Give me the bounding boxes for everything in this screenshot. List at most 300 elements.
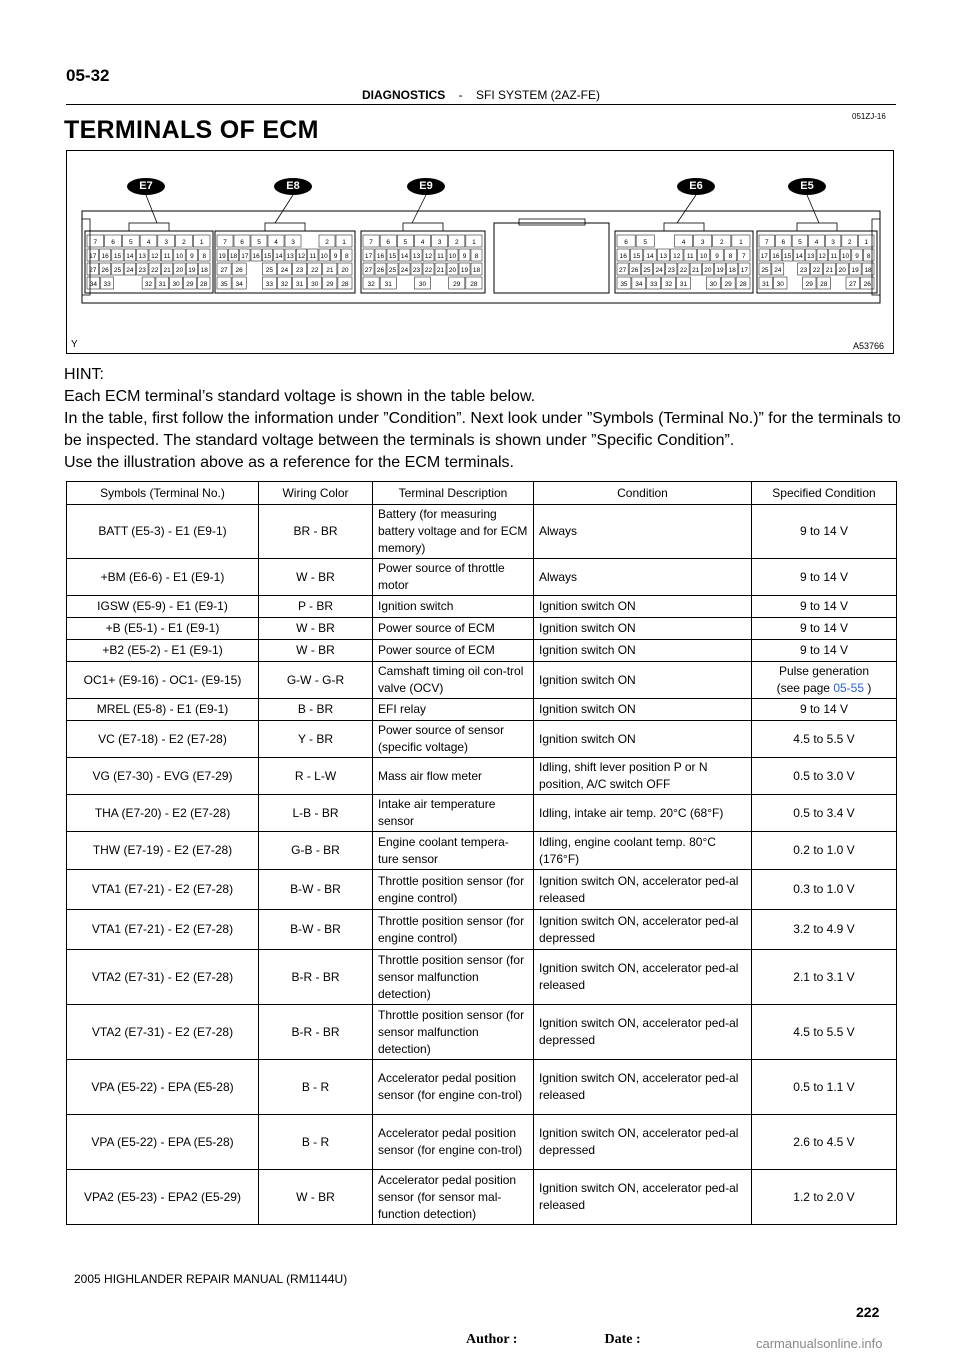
cell-text: EFI relay [378, 702, 427, 716]
svg-text:31: 31 [295, 281, 304, 288]
table-cell [373, 505, 534, 559]
svg-text:34: 34 [635, 281, 643, 288]
svg-text:10: 10 [841, 253, 850, 260]
table-cell [373, 1005, 534, 1060]
cell-text: Throttle position sensor (for sensor malfunction detection) [378, 952, 525, 1001]
svg-text:9: 9 [855, 253, 859, 260]
svg-text:10: 10 [175, 253, 184, 260]
svg-text:24: 24 [280, 267, 289, 274]
cell-text: BATT (E5-3) - E1 (E9-1) [98, 524, 227, 538]
svg-text:25: 25 [643, 267, 651, 274]
svg-text:6: 6 [240, 239, 244, 246]
svg-text:18: 18 [472, 267, 481, 274]
cell-text: VPA (E5-22) - EPA (E5-28) [91, 1134, 234, 1149]
table-cell [67, 910, 259, 950]
svg-text:29: 29 [453, 281, 461, 288]
svg-text:1: 1 [199, 239, 204, 246]
figure-id: A53766 [853, 341, 885, 351]
table-cell [534, 1115, 752, 1170]
cell-text: Power source of sensor (specific voltage) [378, 723, 505, 754]
svg-text:11: 11 [309, 253, 317, 260]
table-cell [752, 758, 897, 795]
svg-text:34: 34 [89, 281, 98, 288]
svg-text:14: 14 [126, 253, 134, 260]
table-row [67, 950, 897, 1005]
connector-label-e8: E8 [274, 178, 312, 195]
svg-text:5: 5 [128, 239, 133, 246]
svg-text:29: 29 [724, 281, 732, 288]
cell-text: VTA2 (E7-31) - E2 (E7-28) [91, 969, 234, 984]
cell-text: +B (E5-1) - E1 (E9-1) [105, 621, 220, 635]
svg-text:19: 19 [188, 267, 196, 274]
svg-text:6: 6 [781, 239, 786, 246]
table-header-row [67, 482, 897, 505]
cell-text: +B2 (E5-2) - E1 (E9-1) [102, 643, 223, 657]
svg-text:1: 1 [342, 239, 346, 246]
table-cell [752, 1005, 897, 1060]
svg-text:27: 27 [849, 281, 857, 288]
table-cell [67, 640, 259, 662]
svg-text:35: 35 [220, 281, 228, 288]
svg-text:23: 23 [667, 267, 675, 274]
svg-text:17: 17 [760, 253, 768, 260]
cell-text: THW (E7-19) - E2 (E7-28) [92, 843, 233, 857]
table-row [67, 559, 897, 596]
svg-text:6: 6 [386, 239, 391, 246]
table-cell [373, 559, 534, 596]
table-cell [373, 721, 534, 758]
svg-text:8: 8 [728, 253, 733, 260]
svg-text:16: 16 [772, 253, 780, 260]
hint-label: HINT: [64, 366, 104, 383]
table-cell [752, 1115, 897, 1170]
table-cell [752, 1170, 897, 1225]
svg-text:16: 16 [376, 253, 385, 260]
cell-text: BR - BR [293, 524, 338, 538]
table-cell [259, 559, 373, 596]
cell-text: VTA1 (E7-21) - E2 (E7-28) [91, 882, 234, 896]
svg-text:17: 17 [364, 253, 373, 260]
cell-text: Accelerator pedal position sensor (for sensor mal-function detection) [378, 1172, 517, 1221]
cell-text: Always [539, 569, 578, 584]
svg-text:2: 2 [847, 239, 852, 246]
svg-text:2: 2 [454, 239, 459, 246]
column-header: Condition [534, 482, 752, 505]
table-cell [752, 618, 897, 640]
svg-text:7: 7 [369, 239, 373, 246]
svg-text:31: 31 [762, 281, 770, 288]
svg-text:22: 22 [151, 267, 159, 274]
table-cell [752, 832, 897, 870]
table-cell [259, 699, 373, 721]
cell-text: W - BR [296, 1189, 335, 1204]
table-row [67, 832, 897, 870]
section-name: DIAGNOSTICS [361, 88, 446, 102]
cell-text: 0.2 to 1.0 V [793, 843, 855, 857]
page-ref-link[interactable]: 05-55 [833, 681, 865, 695]
svg-text:20: 20 [448, 267, 457, 274]
svg-text:22: 22 [424, 267, 433, 274]
table-cell [67, 832, 259, 870]
cell-text: P - BR [297, 599, 334, 613]
svg-text:2: 2 [719, 239, 724, 246]
svg-text:6: 6 [111, 239, 115, 246]
table-cell [752, 721, 897, 758]
table-cell [67, 1060, 259, 1115]
table-cell [534, 758, 752, 795]
svg-text:1: 1 [864, 239, 869, 246]
cell-text: Camshaft timing oil con-trol valve (OCV) [378, 664, 524, 695]
svg-text:16: 16 [101, 253, 109, 260]
cell-text: 0.5 to 1.1 V [793, 1079, 855, 1094]
table-cell [534, 505, 752, 559]
connector-label-e6: E6 [677, 178, 715, 195]
hint-line-1: Each ECM terminal’s standard voltage is shown in the table below. [64, 388, 536, 405]
connector-drawing [67, 151, 893, 353]
svg-text:17: 17 [89, 253, 97, 260]
svg-text:13: 13 [286, 253, 294, 260]
cell-text: Ignition switch ON, accelerator ped-al released [539, 873, 739, 905]
table-cell [373, 870, 534, 910]
svg-text:27: 27 [618, 267, 627, 274]
svg-text:23: 23 [295, 267, 304, 274]
table-cell [67, 721, 259, 758]
svg-text:3: 3 [164, 239, 169, 246]
cell-text: W - BR [296, 569, 335, 584]
svg-text:31: 31 [158, 281, 166, 288]
page-ref-suffix: ) [864, 681, 872, 695]
connector-label-e7: E7 [127, 178, 165, 195]
author-label: Author : [466, 1332, 518, 1347]
table-cell [752, 950, 897, 1005]
svg-text:17: 17 [241, 253, 249, 260]
cell-text: Ignition switch ON [539, 672, 636, 687]
cell-text: G-B - BR [291, 843, 340, 857]
table-cell [534, 662, 752, 699]
svg-text:4: 4 [420, 239, 425, 246]
cell-text: B - BR [297, 702, 334, 716]
svg-text:33: 33 [265, 281, 274, 288]
table-cell [67, 505, 259, 559]
svg-text:4: 4 [814, 239, 819, 246]
svg-text:3: 3 [831, 239, 835, 246]
table-cell [534, 1170, 752, 1225]
cell-text: Ignition switch ON [539, 599, 636, 613]
cell-text: W - BR [296, 643, 335, 657]
column-header: Terminal Description [373, 482, 534, 505]
table-row [67, 1060, 897, 1115]
table-cell [259, 1115, 373, 1170]
ecm-connector-figure [66, 150, 894, 354]
svg-text:13: 13 [659, 253, 668, 260]
cell-text: W - BR [296, 621, 335, 635]
svg-text:12: 12 [818, 253, 826, 260]
hint-line-2: In the table, first follow the information under ”Condition”. Next look under ”Symbols (Terminal No.)” for the terminals to be inspected. The standard voltage between the terminals is shown under ”Specific Condition”. [64, 410, 901, 449]
table-row [67, 618, 897, 640]
table-cell [534, 950, 752, 1005]
cell-text: +BM (E6-6) - E1 (E9-1) [100, 569, 225, 584]
svg-text:19: 19 [460, 267, 469, 274]
svg-text:15: 15 [113, 253, 122, 260]
cell-text: Ignition switch ON, accelerator ped-al released [539, 1071, 739, 1102]
table-cell [373, 1170, 534, 1225]
svg-text:15: 15 [263, 253, 272, 260]
svg-text:8: 8 [345, 253, 349, 260]
table-row [67, 1115, 897, 1170]
section-separator: - [458, 88, 463, 102]
cell-text: Throttle position sensor (for sensor malfunction detection) [378, 1007, 525, 1056]
table-cell [373, 699, 534, 721]
svg-text:9: 9 [333, 253, 338, 260]
svg-text:26: 26 [863, 281, 871, 288]
svg-text:10: 10 [699, 253, 708, 260]
table-cell [259, 795, 373, 832]
header-rule [66, 104, 896, 105]
cell-text: Ignition switch ON, accelerator ped-al depressed [539, 1126, 739, 1157]
svg-text:22: 22 [679, 267, 688, 274]
cell-text: Ignition switch [378, 599, 454, 613]
svg-text:35: 35 [620, 281, 628, 288]
svg-text:10: 10 [320, 253, 328, 260]
footer-manual-title: 2005 HIGHLANDER REPAIR MANUAL (RM1144U) [74, 1272, 348, 1286]
cell-text: Throttle position sensor (for engine control) [378, 913, 525, 945]
cell-text: 2.1 to 3.1 V [793, 969, 855, 984]
cell-text: THA (E7-20) - E2 (E7-28) [94, 805, 231, 820]
svg-text:10: 10 [448, 253, 457, 260]
svg-text:12: 12 [673, 253, 681, 260]
cell-text: Throttle position sensor (for engine control) [378, 873, 525, 905]
table-cell [259, 662, 373, 699]
cell-text: VTA1 (E7-21) - E2 (E7-28) [91, 922, 234, 936]
cell-text: B-W - BR [290, 882, 341, 896]
svg-text:24: 24 [400, 267, 409, 274]
cell-text: Ignition switch ON [539, 621, 636, 635]
svg-text:5: 5 [643, 239, 648, 246]
svg-text:26: 26 [376, 267, 385, 274]
table-cell [373, 832, 534, 870]
svg-text:22: 22 [311, 267, 319, 274]
svg-text:18: 18 [864, 267, 872, 274]
table-cell [752, 795, 897, 832]
svg-text:33: 33 [650, 281, 658, 288]
section-header [66, 88, 896, 102]
cell-text: VPA2 (E5-23) - EPA2 (E5-29) [84, 1189, 241, 1204]
svg-text:31: 31 [679, 281, 688, 288]
svg-text:2: 2 [325, 239, 329, 246]
svg-text:28: 28 [739, 281, 747, 288]
table-row [67, 1170, 897, 1225]
svg-text:23: 23 [799, 267, 808, 274]
table-row [67, 870, 897, 910]
svg-text:8: 8 [474, 253, 479, 260]
cell-text: 0.3 to 1.0 V [793, 882, 855, 896]
svg-text:4: 4 [146, 239, 151, 246]
cell-text: L-B - BR [292, 805, 339, 820]
table-cell [373, 1060, 534, 1115]
svg-text:28: 28 [470, 281, 478, 288]
table-cell [259, 950, 373, 1005]
table-cell [259, 505, 373, 559]
svg-text:27: 27 [364, 267, 373, 274]
column-header: Symbols (Terminal No.) [67, 482, 259, 505]
table-cell [752, 596, 897, 618]
cell-text: 9 to 14 V [799, 643, 849, 657]
svg-text:28: 28 [820, 281, 828, 288]
table-cell [67, 950, 259, 1005]
table-row [67, 721, 897, 758]
svg-text:7: 7 [764, 239, 769, 246]
table-cell [373, 640, 534, 662]
table-cell [259, 596, 373, 618]
watermark: carmanualsonline.info [756, 1336, 883, 1351]
table-cell [67, 758, 259, 795]
table-cell [752, 699, 897, 721]
table-cell [534, 1005, 752, 1060]
svg-text:25: 25 [265, 267, 274, 274]
table-cell [373, 758, 534, 795]
table-cell [534, 640, 752, 662]
cell-text: R - L-W [294, 768, 337, 783]
footer-signature [466, 1332, 641, 1348]
cell-text: B-W - BR [290, 922, 341, 936]
table-cell [534, 795, 752, 832]
cell-text: Accelerator pedal position sensor (for engine con-trol) [378, 1126, 523, 1157]
cell-text: 0.5 to 3.0 V [793, 768, 855, 783]
cell-text: 9 to 14 V [799, 524, 849, 538]
cell-text: Idling, shift lever position P or N position, A/C switch OFF [539, 760, 708, 791]
svg-text:28: 28 [341, 281, 349, 288]
cell-text: Pulse generation [778, 664, 870, 678]
svg-text:30: 30 [776, 281, 784, 288]
table-cell [373, 596, 534, 618]
cell-text: Power source of throttle motor [378, 561, 505, 592]
table-cell [259, 1170, 373, 1225]
svg-text:31: 31 [384, 281, 392, 288]
svg-text:12: 12 [424, 253, 433, 260]
table-cell [259, 721, 373, 758]
svg-text:25: 25 [388, 267, 397, 274]
svg-text:19: 19 [716, 267, 724, 274]
table-cell [67, 1005, 259, 1060]
svg-text:15: 15 [783, 253, 792, 260]
cell-text: Mass air flow meter [378, 768, 483, 783]
table-cell [67, 870, 259, 910]
svg-text:7: 7 [93, 239, 98, 246]
cell-text: Ignition switch ON [539, 731, 636, 746]
table-cell [67, 596, 259, 618]
svg-text:11: 11 [686, 253, 694, 260]
cell-text: Battery (for measuring battery voltage and for ECM memory) [378, 507, 528, 555]
cell-text: 3.2 to 4.9 V [793, 922, 855, 936]
svg-text:32: 32 [664, 281, 673, 288]
svg-text:13: 13 [807, 253, 815, 260]
cell-text: Engine coolant tempera-ture sensor [378, 834, 509, 866]
svg-text:25: 25 [761, 267, 769, 274]
table-cell [67, 1170, 259, 1225]
hint-line-3: Use the illustration above as a reference for the ECM terminals. [64, 454, 514, 471]
svg-text:34: 34 [235, 281, 243, 288]
cell-text: 2.6 to 4.5 V [793, 1134, 855, 1149]
table-cell [752, 870, 897, 910]
column-header: Wiring Color [259, 482, 373, 505]
table-cell [373, 910, 534, 950]
cell-text: 4.5 to 5.5 V [793, 1024, 855, 1039]
table-cell [259, 758, 373, 795]
table-cell [373, 1115, 534, 1170]
svg-text:14: 14 [646, 253, 654, 260]
table-cell [534, 910, 752, 950]
cell-text: Intake air temperature sensor [378, 797, 496, 828]
table-cell [373, 950, 534, 1005]
svg-text:16: 16 [619, 253, 627, 260]
svg-text:4: 4 [274, 239, 278, 246]
svg-text:1: 1 [472, 239, 476, 246]
table-cell [752, 1060, 897, 1115]
svg-text:5: 5 [798, 239, 802, 246]
cell-text: 9 to 14 V [799, 702, 849, 716]
svg-text:19: 19 [851, 267, 859, 274]
cell-text: B - R [301, 1079, 330, 1094]
date-label: Date : [604, 1332, 641, 1347]
svg-text:9: 9 [715, 253, 719, 260]
table-cell [259, 640, 373, 662]
cell-text: VTA2 (E7-31) - E2 (E7-28) [91, 1024, 234, 1039]
svg-text:9: 9 [462, 253, 467, 260]
svg-text:24: 24 [126, 267, 134, 274]
svg-text:30: 30 [172, 281, 180, 288]
cell-text: 4.5 to 5.5 V [793, 731, 855, 746]
svg-text:27: 27 [89, 267, 97, 274]
svg-text:13: 13 [412, 253, 421, 260]
table-row [67, 1005, 897, 1060]
table-cell [752, 505, 897, 559]
svg-text:3: 3 [437, 239, 442, 246]
hint-block [64, 364, 904, 474]
cell-text: Ignition switch ON, accelerator ped-al depressed [539, 1016, 739, 1047]
svg-text:21: 21 [163, 267, 171, 274]
svg-text:1: 1 [739, 239, 743, 246]
table-cell [259, 832, 373, 870]
cell-text: Power source of ECM [378, 643, 495, 657]
cell-text: Ignition switch ON, accelerator ped-al released [539, 961, 739, 992]
table-cell [67, 559, 259, 596]
svg-text:32: 32 [367, 281, 375, 288]
table-cell [752, 910, 897, 950]
svg-text:16: 16 [252, 253, 260, 260]
svg-text:30: 30 [311, 281, 319, 288]
svg-text:24: 24 [774, 267, 782, 274]
cell-text: Always [539, 524, 578, 538]
svg-text:2: 2 [182, 239, 186, 246]
svg-text:14: 14 [275, 253, 283, 260]
svg-text:14: 14 [795, 253, 803, 260]
svg-text:20: 20 [838, 267, 846, 274]
svg-text:24: 24 [655, 267, 663, 274]
svg-text:19: 19 [218, 253, 226, 260]
table-cell [752, 640, 897, 662]
figure-corner-mark: Y [71, 339, 78, 350]
svg-text:11: 11 [830, 253, 838, 260]
svg-text:21: 21 [692, 267, 700, 274]
svg-text:26: 26 [631, 267, 639, 274]
svg-text:3: 3 [291, 239, 295, 246]
table-cell [67, 699, 259, 721]
table-cell [373, 618, 534, 640]
cell-text: Accelerator pedal position sensor (for engine con-trol) [378, 1071, 523, 1102]
svg-text:11: 11 [437, 253, 444, 260]
table-cell [534, 596, 752, 618]
svg-text:13: 13 [138, 253, 146, 260]
